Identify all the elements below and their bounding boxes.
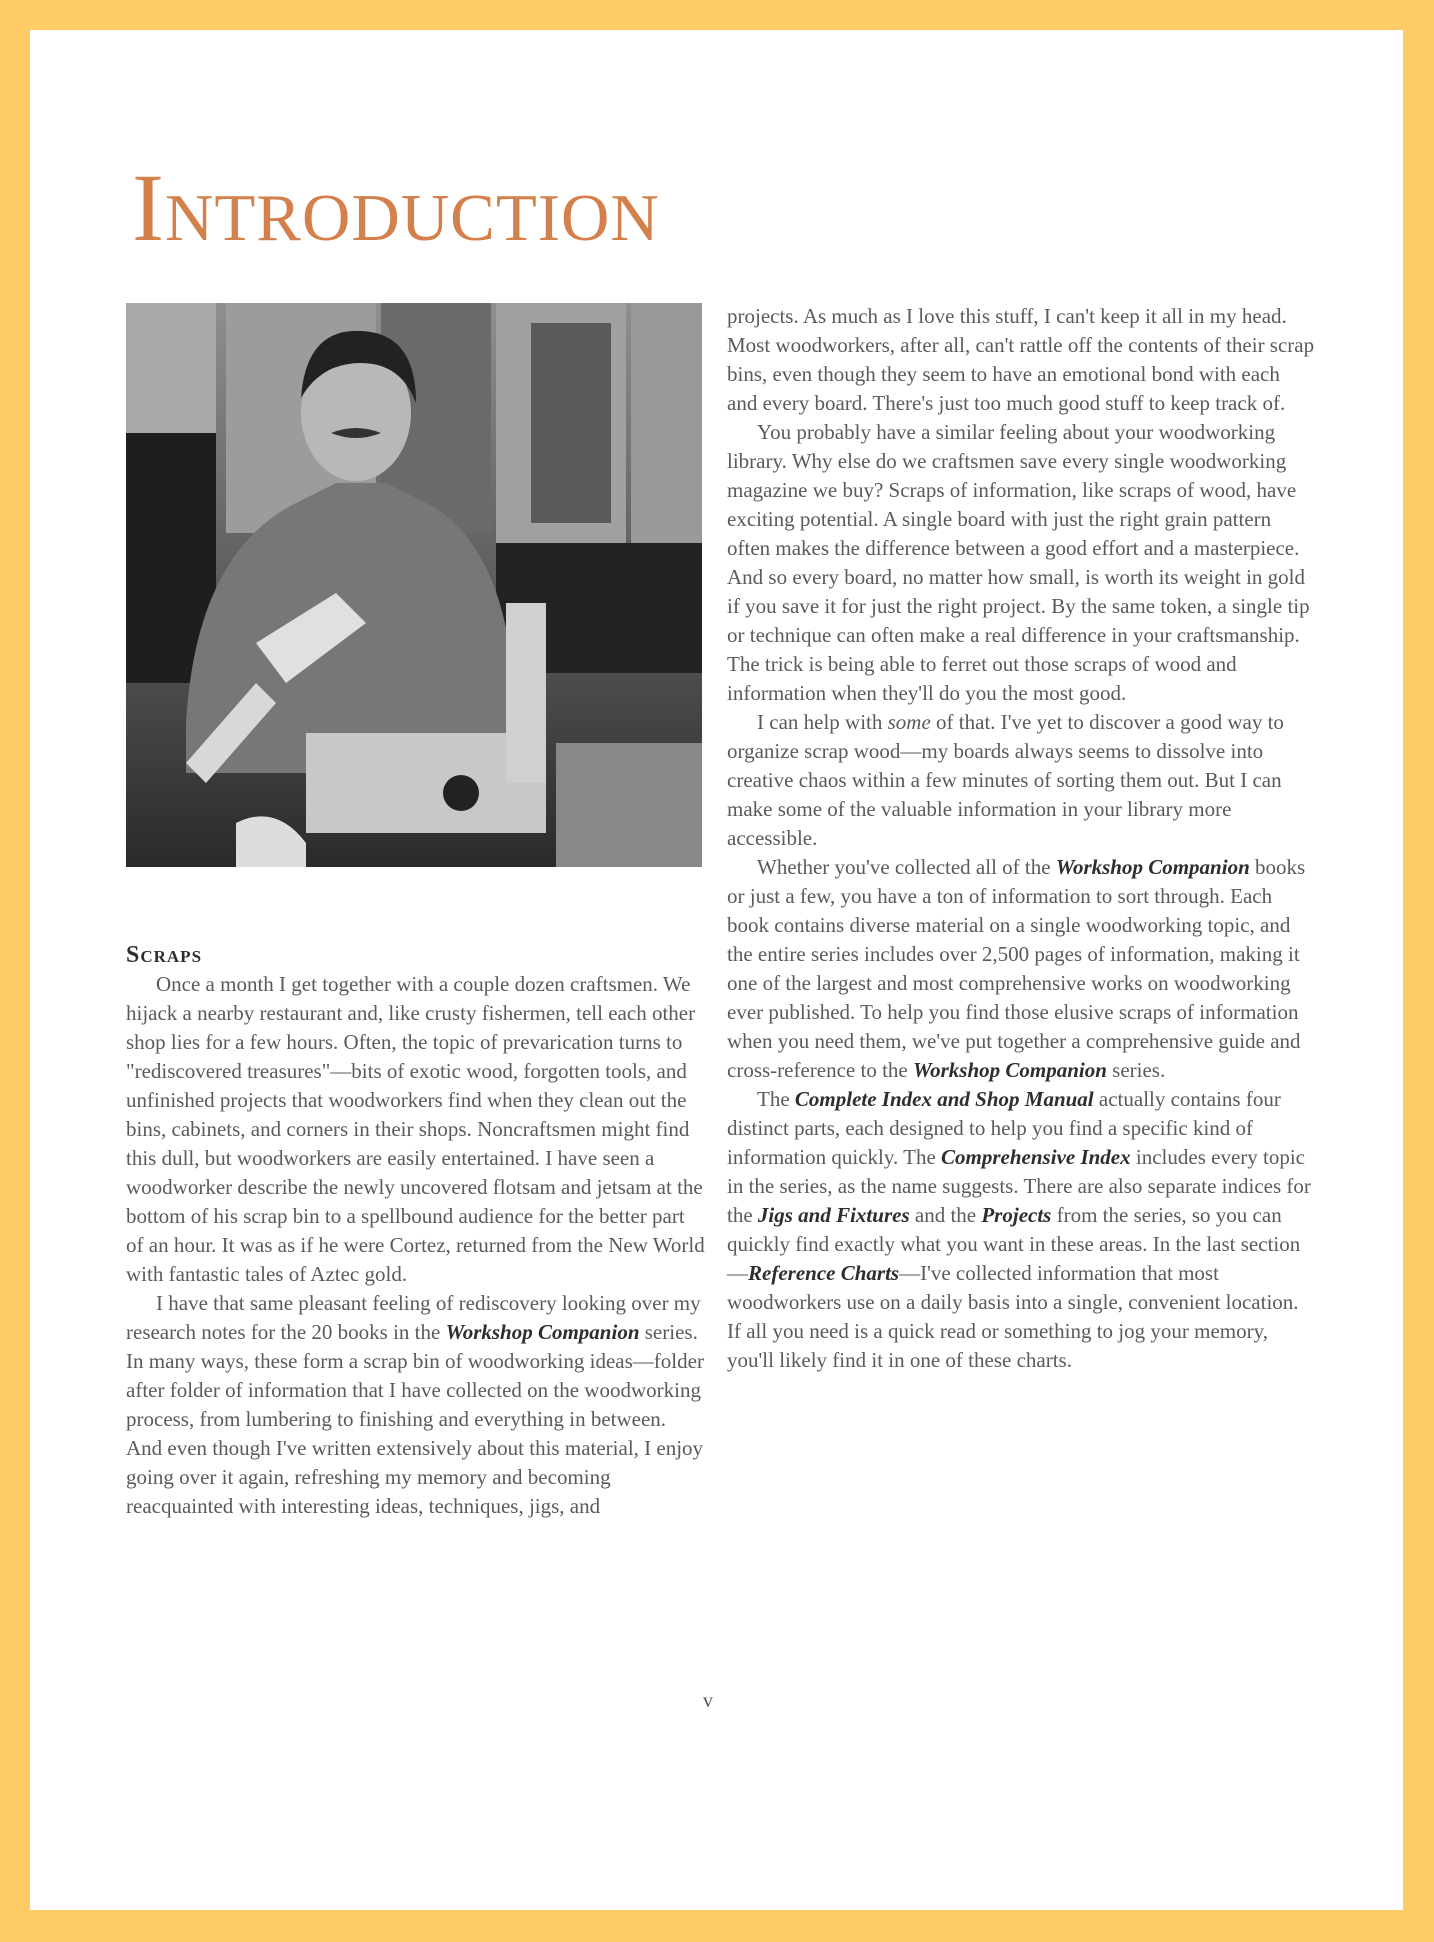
text-run: —I've collected information that most woodworkers use on a daily basis into a single, convenient location. If all you need is a quick read or something to jog your memory, you'll likely find it in one of these charts.: [727, 1261, 1299, 1372]
section-name: Jigs and Fixtures: [757, 1203, 910, 1227]
emphasis: some: [887, 710, 931, 734]
book-title: Complete Index and Shop Manual: [794, 1087, 1094, 1111]
text-run: I have that same pleasant feeling of rediscovery looking over my research notes for the 20 books in the: [126, 1291, 701, 1344]
book-title: Workshop Companion: [912, 1058, 1107, 1082]
left-column: [126, 940, 706, 1521]
author-photo: [126, 303, 702, 867]
section-heading: Scraps: [126, 942, 203, 968]
text-run: from the series, so you can quickly find exactly what you want in these areas. In the last section—: [727, 1203, 1301, 1285]
section-name: Reference Charts: [748, 1261, 900, 1285]
text-run: series.: [1106, 1058, 1166, 1082]
text-run: books or just a few, you have a ton of information to sort through. Each book contains diverse material on a single woodworking topic, and the entire series includes over 2,500 pages of information, making it one of the largest and most comprehensive works on woodworking ever published. To help you find those elusive scraps of information when you need them, we've put together a comprehensive guide and cross-reference to the: [727, 855, 1306, 1082]
section-name: Projects: [981, 1203, 1052, 1227]
paragraph: [727, 853, 1315, 1085]
paragraph: [727, 708, 1315, 853]
right-column: [727, 302, 1315, 1375]
paragraph: Once a month I get together with a couple dozen craftsmen. We hijack a nearby restaurant and, like crusty fishermen, tell each other shop lies for a few hours. Often, the topic of prevarication turns to "rediscovered treasures"—bits of exotic wood, forgotten tools, and unfinished projects that woodworkers find when they clean out the bins, cabinets, and corners in their shops. Noncraftsmen might find this dull, but woodworkers are easily entertained. I have seen a woodworker describe the newly uncovered flotsam and jetsam at the bottom of his scrap bin to a spellbound audience for the better part of an hour. It was as if he were Cortez, returned from the New World with fantastic tales of Aztec gold.: [126, 972, 705, 1286]
text-run: The: [757, 1087, 795, 1111]
paragraph: [727, 1085, 1315, 1375]
book-title: Workshop Companion: [445, 1320, 640, 1344]
book-title: Workshop Companion: [1055, 855, 1250, 879]
text-run: and the: [909, 1203, 982, 1227]
page-number: v: [703, 1690, 713, 1712]
text-run: I can help with: [757, 710, 888, 734]
text-run: actually contains four distinct parts, each designed to help you find a specific kind of information quickly. The: [727, 1087, 1281, 1169]
page-title: Introduction: [132, 154, 660, 261]
text-run: includes every topic in the series, as the name suggests. There are also separate indices for the: [727, 1145, 1311, 1227]
text-run: Whether you've collected all of the: [757, 855, 1056, 879]
paragraph: You probably have a similar feeling about your woodworking library. Why else do we craftsmen save every single woodworking magazine we buy? Scraps of information, like scraps of wood, have exciting potential. A single board with just the right grain pattern often makes the difference between a good effort and a masterpiece. And so every board, no matter how small, is worth its weight in gold if you save it for just the right project. By the same token, a single tip or technique can often make a real difference in your craftsmanship. The trick is being able to ferret out those scraps of wood and information when they'll do you the most good.: [727, 420, 1310, 705]
photo-icon: [126, 303, 702, 867]
text-run: series. In many ways, these form a scrap bin of woodworking ideas—folder after folder of information that I have collected on the woodworking process, from lumbering to finishing and everything in between. And even though I've written extensively about this material, I enjoy going over it again, refreshing my memory and becoming reacquainted with interesting ideas, techniques, jigs, and: [126, 1320, 704, 1518]
section-name: Comprehensive Index: [941, 1145, 1131, 1169]
text-run: of that. I've yet to discover a good way to organize scrap wood—my boards always seems to dissolve into creative chaos within a few minutes of sorting them out. But I can make some of the valuable information in your library more accessible.: [727, 710, 1284, 850]
paragraph: [126, 1289, 706, 1521]
paragraph: projects. As much as I love this stuff, I can't keep it all in my head. Most woodworkers, after all, can't rattle off the contents of their scrap bins, even though they seem to have an emotional bond with each and every board. There's just too much good stuff to keep track of.: [727, 304, 1315, 415]
